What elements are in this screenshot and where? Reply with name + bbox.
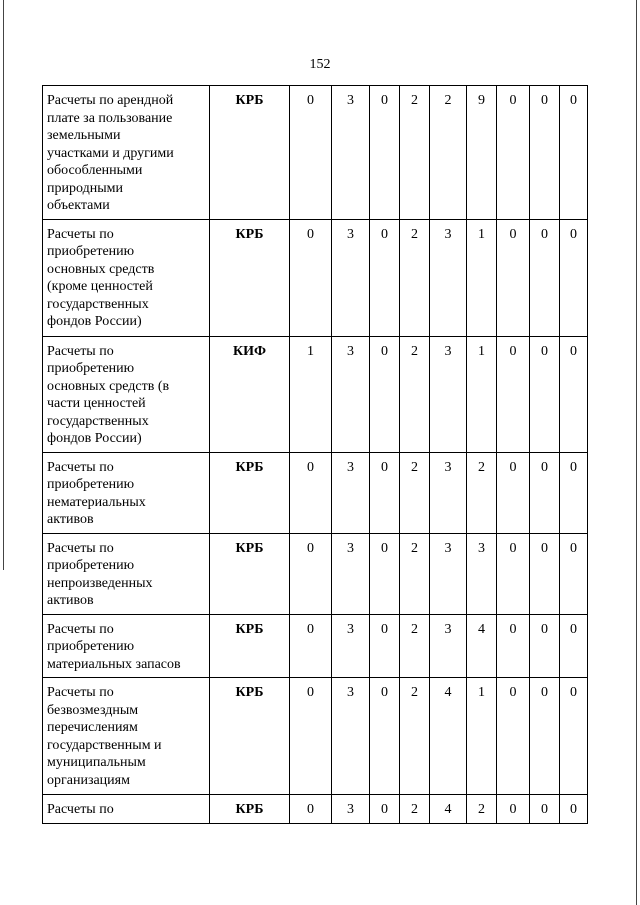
code-digit: 3 <box>332 336 370 452</box>
scan-edge-right <box>636 0 637 905</box>
row-description: Расчеты по приобретению основных средств (в части ценностей государственных фондов России) <box>43 336 210 452</box>
code-digit: 4 <box>430 678 467 795</box>
code-digit: 0 <box>290 614 332 678</box>
code-digit: 0 <box>497 678 530 795</box>
row-code-type: КРБ <box>210 795 290 824</box>
code-digit: 0 <box>560 86 588 220</box>
row-code-type: КРБ <box>210 219 290 336</box>
code-digit: 2 <box>400 452 430 533</box>
code-digit: 2 <box>430 86 467 220</box>
code-digit: 0 <box>530 533 560 614</box>
code-digit: 0 <box>560 678 588 795</box>
code-digit: 0 <box>290 86 332 220</box>
code-digit: 0 <box>290 795 332 824</box>
code-digit: 1 <box>467 336 497 452</box>
code-digit: 0 <box>370 795 400 824</box>
code-digit: 0 <box>370 533 400 614</box>
table-row <box>43 614 588 678</box>
code-digit: 0 <box>370 219 400 336</box>
code-digit: 0 <box>370 678 400 795</box>
row-description: Расчеты по арендной плате за пользование земельными участками и другими обособленными природными объектами <box>43 86 210 220</box>
code-digit: 0 <box>290 678 332 795</box>
code-digit: 2 <box>400 533 430 614</box>
code-digit: 0 <box>497 86 530 220</box>
row-code-type: КРБ <box>210 533 290 614</box>
scan-edge-left <box>3 0 4 570</box>
row-code-type: КРБ <box>210 86 290 220</box>
table-row <box>43 678 588 795</box>
table-row <box>43 219 588 336</box>
code-digit: 3 <box>332 614 370 678</box>
row-code-type: КРБ <box>210 678 290 795</box>
table-row <box>43 452 588 533</box>
code-digit: 0 <box>370 452 400 533</box>
code-digit: 9 <box>467 86 497 220</box>
code-digit: 0 <box>497 219 530 336</box>
code-digit: 1 <box>467 219 497 336</box>
code-digit: 3 <box>332 452 370 533</box>
code-digit: 3 <box>467 533 497 614</box>
code-digit: 3 <box>430 336 467 452</box>
code-digit: 3 <box>332 795 370 824</box>
code-digit: 0 <box>530 678 560 795</box>
code-digit: 2 <box>400 86 430 220</box>
code-digit: 3 <box>430 533 467 614</box>
code-digit: 0 <box>370 86 400 220</box>
table-row <box>43 795 588 824</box>
code-digit: 0 <box>530 86 560 220</box>
code-digit: 3 <box>430 614 467 678</box>
code-digit: 0 <box>560 795 588 824</box>
code-digit: 0 <box>530 795 560 824</box>
code-digit: 0 <box>560 614 588 678</box>
code-digit: 0 <box>497 795 530 824</box>
code-digit: 2 <box>467 452 497 533</box>
row-description: Расчеты по <box>43 795 210 824</box>
code-digit: 0 <box>290 219 332 336</box>
table-row <box>43 336 588 452</box>
code-digit: 0 <box>290 533 332 614</box>
code-digit: 0 <box>290 452 332 533</box>
code-digit: 0 <box>530 219 560 336</box>
table-row <box>43 86 588 220</box>
code-digit: 3 <box>430 219 467 336</box>
code-digit: 4 <box>430 795 467 824</box>
code-digit: 3 <box>332 533 370 614</box>
code-digit: 0 <box>370 614 400 678</box>
code-digit: 2 <box>400 219 430 336</box>
code-digit: 0 <box>497 336 530 452</box>
code-digit: 0 <box>560 336 588 452</box>
row-description: Расчеты по приобретению материальных запасов <box>43 614 210 678</box>
code-digit: 2 <box>400 678 430 795</box>
accounts-table <box>42 85 588 824</box>
page-number: 152 <box>309 57 331 72</box>
code-digit: 0 <box>560 219 588 336</box>
code-digit: 3 <box>332 86 370 220</box>
code-digit: 3 <box>332 678 370 795</box>
code-digit: 2 <box>467 795 497 824</box>
row-code-type: КРБ <box>210 452 290 533</box>
code-digit: 0 <box>370 336 400 452</box>
code-digit: 0 <box>530 452 560 533</box>
code-digit: 0 <box>530 336 560 452</box>
code-digit: 3 <box>430 452 467 533</box>
code-digit: 0 <box>560 533 588 614</box>
code-digit: 2 <box>400 336 430 452</box>
row-description: Расчеты по приобретению нематериальных активов <box>43 452 210 533</box>
code-digit: 0 <box>560 452 588 533</box>
row-code-type: КИФ <box>210 336 290 452</box>
code-digit: 2 <box>400 795 430 824</box>
code-digit: 2 <box>400 614 430 678</box>
row-description: Расчеты по приобретению непроизведенных активов <box>43 533 210 614</box>
code-digit: 0 <box>497 452 530 533</box>
code-digit: 0 <box>530 614 560 678</box>
code-digit: 4 <box>467 614 497 678</box>
code-digit: 1 <box>290 336 332 452</box>
table-row <box>43 533 588 614</box>
code-digit: 0 <box>497 533 530 614</box>
code-digit: 3 <box>332 219 370 336</box>
row-description: Расчеты по безвозмездным перечислениям государственным и муниципальным организациям <box>43 678 210 795</box>
row-description: Расчеты по приобретению основных средств (кроме ценностей государственных фондов России) <box>43 219 210 336</box>
code-digit: 1 <box>467 678 497 795</box>
row-code-type: КРБ <box>210 614 290 678</box>
code-digit: 0 <box>497 614 530 678</box>
